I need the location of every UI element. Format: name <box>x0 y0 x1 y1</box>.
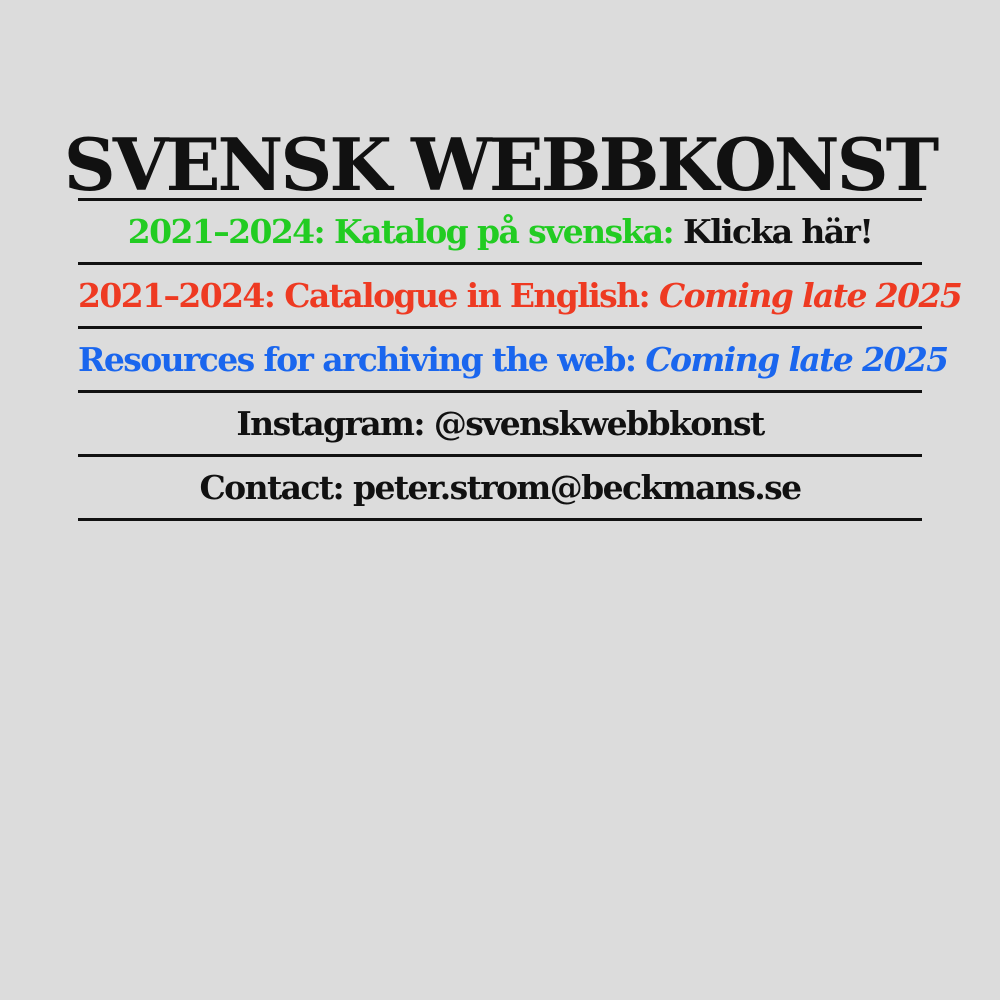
catalog-swedish-label: 2021–2024: Katalog på svenska: <box>127 212 674 251</box>
row-archiving-resources <box>78 329 948 393</box>
site-title: SVENSK WEBBKONST <box>63 122 937 208</box>
contact-label: Contact: <box>199 468 344 507</box>
catalog-english-label: 2021–2024: Catalogue in English: <box>78 276 650 315</box>
archiving-resources-status: Coming late 2025 <box>645 340 948 379</box>
instagram-label: Instagram: <box>236 404 424 443</box>
link-list <box>78 198 962 521</box>
instagram-link[interactable]: @svenskwebbkonst <box>433 404 764 443</box>
row-catalog-swedish <box>78 201 922 265</box>
row-contact <box>78 457 922 521</box>
archiving-resources-label: Resources for archiving the web: <box>78 340 636 379</box>
contact-email-link[interactable]: peter.strom@beckmans.se <box>353 468 801 507</box>
catalog-swedish-link[interactable]: Klicka här! <box>683 212 873 251</box>
catalog-english-status: Coming late 2025 <box>659 276 962 315</box>
row-instagram <box>78 393 922 457</box>
row-catalog-english <box>78 265 962 329</box>
